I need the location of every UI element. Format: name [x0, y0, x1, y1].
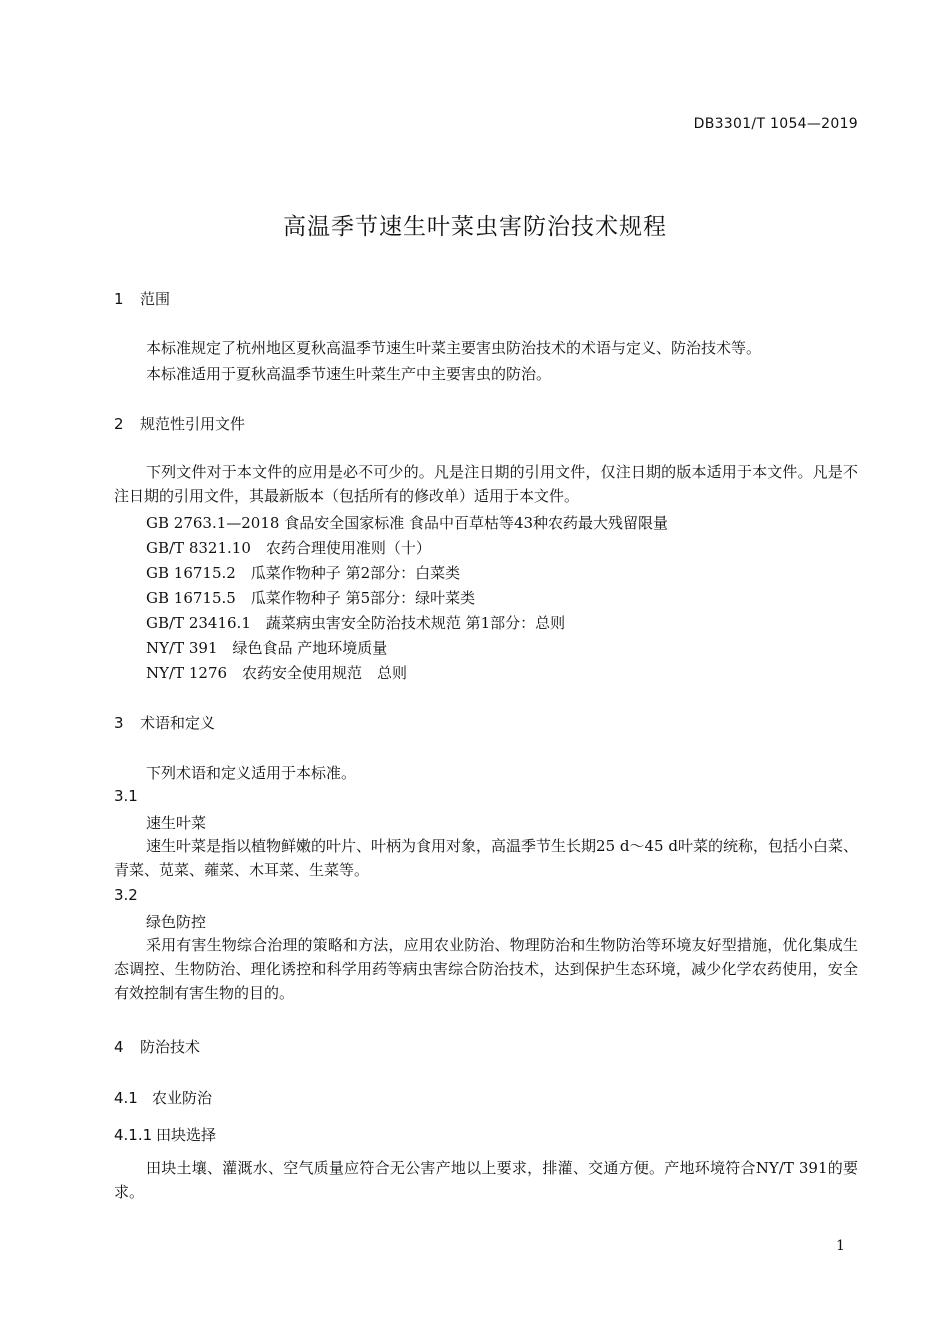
- term-number: 3.1: [114, 787, 138, 805]
- reference-item: GB/T 23416.1 蔬菜病虫害安全防治技术规范 第1部分：总则: [146, 614, 566, 632]
- section-title: 范围: [140, 290, 171, 308]
- standard-code: DB3301/T 1054—2019: [693, 116, 858, 132]
- page-number: 1: [836, 1238, 845, 1254]
- reference-item: GB/T 8321.10 农药合理使用准则（十）: [146, 539, 431, 557]
- section-3-heading: [114, 712, 215, 733]
- subsection-heading: [114, 1087, 212, 1108]
- subsection-title: 农业防治: [152, 1089, 213, 1107]
- subsubsection-heading: [114, 1124, 216, 1145]
- reference-item: NY/T 391 绿色食品 产地环境质量: [146, 639, 388, 657]
- section-title: 防治技术: [140, 1038, 201, 1056]
- section-title: 规范性引用文件: [140, 415, 246, 433]
- paragraph: 田块土壤、灌溉水、空气质量应符合无公害产地以上要求，排灌、交通方便。产地环境符合NY/T 391的要求。: [114, 1159, 858, 1201]
- section-number: 4: [114, 1038, 124, 1056]
- term-number: 3.2: [114, 886, 138, 904]
- section-4-heading: [114, 1036, 200, 1057]
- document-title: 高温季节速生叶菜虫害防治技术规程: [283, 214, 667, 240]
- section-2-heading: [114, 413, 245, 434]
- reference-item: GB 2763.1—2018 食品安全国家标准 食品中百草枯等43种农药最大残留限量: [146, 514, 669, 532]
- reference-item: NY/T 1276 农药安全使用规范 总则: [146, 664, 408, 682]
- subsubsection-title: 田块选择: [156, 1126, 217, 1144]
- subsubsection-number: 4.1.1: [114, 1126, 153, 1144]
- paragraph: 下列文件对于本文件的应用是必不可少的。凡是注日期的引用文件，仅注日期的版本适用于本文件。凡是不注日期的引用文件，其最新版本（包括所有的修改单）适用于本文件。: [114, 463, 858, 505]
- reference-item: GB 16715.5 瓜菜作物种子 第5部分：绿叶菜类: [146, 589, 476, 607]
- term-definition: 速生叶菜是指以植物鲜嫩的叶片、叶柄为食用对象，高温季节生长期25 d～45 d叶菜的统称，包括小白菜、青菜、苋菜、蕹菜、木耳菜、生菜等。: [114, 837, 858, 879]
- section-number: 3: [114, 714, 124, 732]
- reference-item: GB 16715.2 瓜菜作物种子 第2部分：白菜类: [146, 564, 461, 582]
- term-definition: 采用有害生物综合治理的策略和方法，应用农业防治、物理防治和生物防治等环境友好型措施，优化集成生态调控、生物防治、理化诱控和科学用药等病虫害综合防治技术，达到保护生态环境，减少化学农药使用，安全有效控制有害生物的目的。: [114, 936, 858, 1002]
- subsection-number: 4.1: [114, 1089, 138, 1107]
- section-number: 2: [114, 415, 124, 433]
- paragraph: 本标准适用于夏秋高温季节速生叶菜生产中主要害虫的防治。: [146, 365, 552, 383]
- paragraph: 下列术语和定义适用于本标准。: [146, 764, 357, 782]
- section-1-heading: [114, 288, 170, 309]
- term-name: 速生叶菜: [146, 814, 207, 832]
- section-number: 1: [114, 290, 124, 308]
- section-title: 术语和定义: [140, 714, 216, 732]
- term-name: 绿色防控: [146, 913, 207, 931]
- paragraph: 本标准规定了杭州地区夏秋高温季节速生叶菜主要害虫防治技术的术语与定义、防治技术等。: [146, 339, 762, 357]
